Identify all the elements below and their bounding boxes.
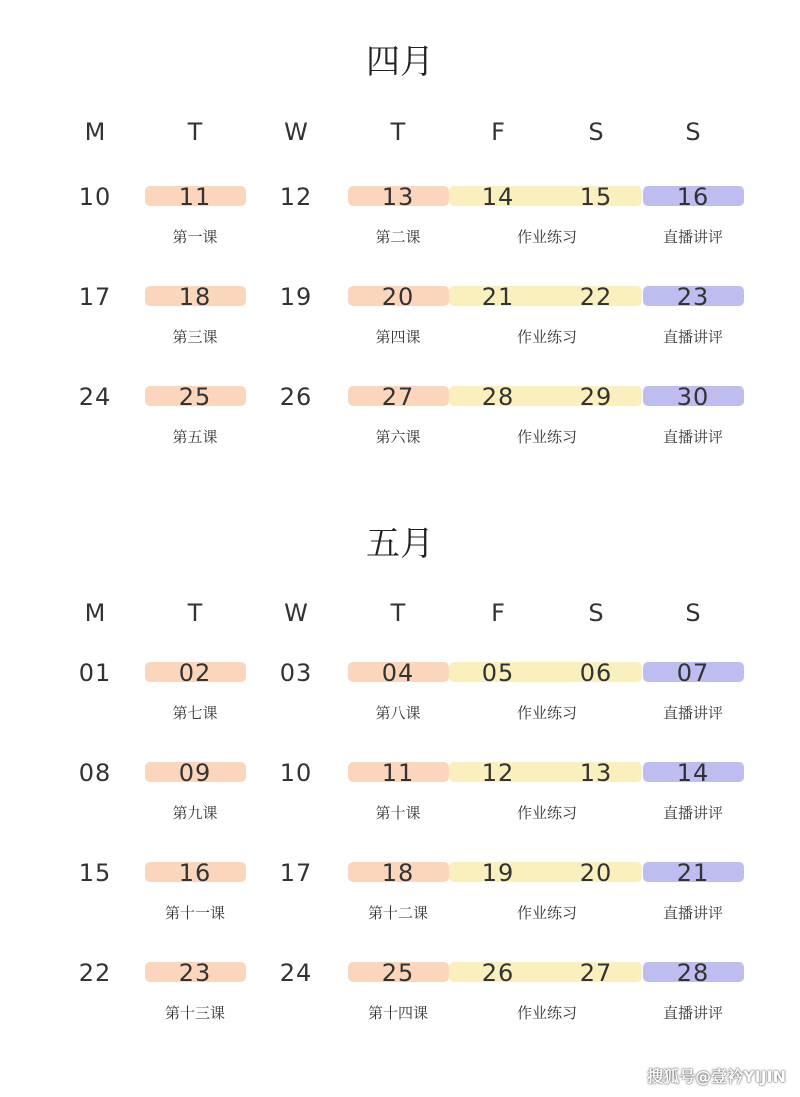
day-number: 07: [676, 659, 710, 687]
lesson-label: 第三课: [172, 328, 218, 346]
day-number: 18: [381, 859, 415, 887]
day-number: 28: [676, 959, 710, 987]
day-number: 11: [178, 183, 212, 211]
practice-label: 作业练习: [516, 428, 577, 446]
review-label: 直播讲评: [662, 804, 723, 822]
weekday-label: W: [284, 118, 308, 146]
day-number: 12: [481, 759, 515, 787]
weekday-label: T: [390, 118, 406, 146]
lesson-label: 第十四课: [367, 1004, 428, 1022]
weekday-label: S: [588, 118, 604, 146]
lesson-label: 第六课: [375, 428, 421, 446]
lesson-label: 第四课: [375, 328, 421, 346]
day-number: 03: [279, 659, 313, 687]
practice-label: 作业练习: [516, 328, 577, 346]
day-number: 02: [178, 659, 212, 687]
day-number: 26: [481, 959, 515, 987]
day-number: 21: [481, 283, 515, 311]
month-title: 四月: [366, 42, 434, 82]
day-number: 23: [178, 959, 212, 987]
lesson-label: 第十二课: [367, 904, 428, 922]
day-number: 11: [381, 759, 415, 787]
day-number: 14: [676, 759, 710, 787]
day-number: 17: [78, 283, 112, 311]
weekday-label: T: [187, 118, 203, 146]
weekday-label: W: [284, 599, 308, 627]
day-number: 15: [78, 859, 112, 887]
day-number: 30: [676, 383, 710, 411]
day-number: 25: [381, 959, 415, 987]
watermark: 搜狐号@壹衿YIJIN: [647, 1067, 786, 1086]
day-number: 18: [178, 283, 212, 311]
review-label: 直播讲评: [662, 704, 723, 722]
day-number: 27: [579, 959, 613, 987]
day-number: 12: [279, 183, 313, 211]
practice-label: 作业练习: [516, 804, 577, 822]
review-label: 直播讲评: [662, 228, 723, 246]
day-number: 01: [78, 659, 112, 687]
weekday-label: S: [685, 599, 701, 627]
day-number: 28: [481, 383, 515, 411]
weekday-label: T: [390, 599, 406, 627]
weekday-label: M: [84, 118, 106, 146]
review-label: 直播讲评: [662, 428, 723, 446]
weekday-label: F: [491, 599, 505, 627]
day-number: 29: [579, 383, 613, 411]
day-number: 27: [381, 383, 415, 411]
day-number: 17: [279, 859, 313, 887]
practice-label: 作业练习: [516, 904, 577, 922]
month-title: 五月: [366, 524, 434, 564]
day-number: 10: [279, 759, 313, 787]
day-number: 09: [178, 759, 212, 787]
lesson-label: 第十一课: [164, 904, 225, 922]
day-number: 14: [481, 183, 515, 211]
day-number: 06: [579, 659, 613, 687]
day-number: 16: [178, 859, 212, 887]
lesson-label: 第十三课: [164, 1004, 225, 1022]
day-number: 20: [579, 859, 613, 887]
review-label: 直播讲评: [662, 904, 723, 922]
lesson-label: 第七课: [172, 704, 218, 722]
day-number: 04: [381, 659, 415, 687]
day-number: 21: [676, 859, 710, 887]
day-number: 16: [676, 183, 710, 211]
review-label: 直播讲评: [662, 1004, 723, 1022]
lesson-label: 第二课: [375, 228, 421, 246]
lesson-label: 第一课: [172, 228, 218, 246]
practice-label: 作业练习: [516, 228, 577, 246]
day-number: 23: [676, 283, 710, 311]
weekday-label: S: [588, 599, 604, 627]
day-number: 25: [178, 383, 212, 411]
day-number: 13: [579, 759, 613, 787]
day-number: 26: [279, 383, 313, 411]
day-number: 13: [381, 183, 415, 211]
lesson-label: 第十课: [375, 804, 421, 822]
day-number: 22: [78, 959, 112, 987]
review-label: 直播讲评: [662, 328, 723, 346]
day-number: 15: [579, 183, 613, 211]
practice-label: 作业练习: [516, 1004, 577, 1022]
day-number: 20: [381, 283, 415, 311]
day-number: 24: [78, 383, 112, 411]
weekday-label: M: [84, 599, 106, 627]
practice-label: 作业练习: [516, 704, 577, 722]
day-number: 10: [78, 183, 112, 211]
day-number: 19: [279, 283, 313, 311]
day-number: 19: [481, 859, 515, 887]
weekday-label: F: [491, 118, 505, 146]
day-number: 08: [78, 759, 112, 787]
lesson-label: 第八课: [375, 704, 421, 722]
weekday-label: S: [685, 118, 701, 146]
weekday-label: T: [187, 599, 203, 627]
day-number: 24: [279, 959, 313, 987]
lesson-label: 第五课: [172, 428, 218, 446]
day-number: 05: [481, 659, 515, 687]
lesson-label: 第九课: [172, 804, 218, 822]
day-number: 22: [579, 283, 613, 311]
